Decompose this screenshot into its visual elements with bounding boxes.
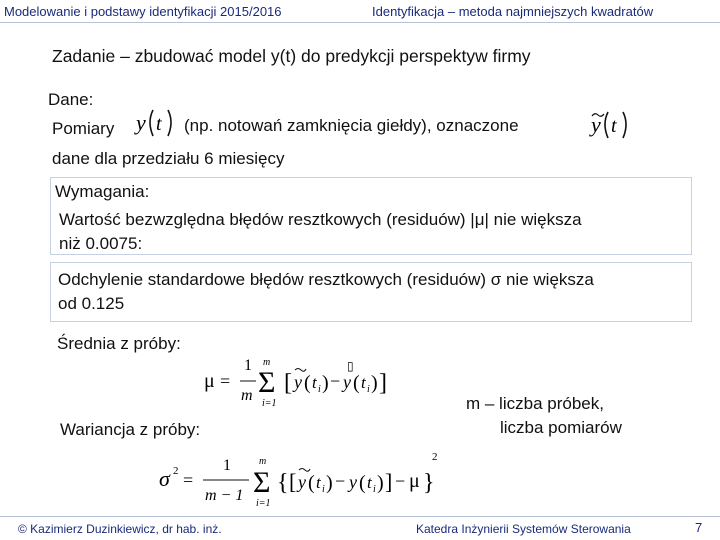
svg-text:): ): [377, 472, 384, 494]
svg-text:m: m: [259, 456, 267, 467]
svg-text:t: t: [316, 473, 321, 492]
dane-przedzial: dane dla przedziału 6 miesięcy: [52, 149, 285, 168]
course-title: Modelowanie i podstawy identyfikacji 2015/2016: [4, 4, 282, 19]
svg-text:1: 1: [223, 457, 231, 474]
svg-text:μ: μ: [409, 470, 420, 492]
svg-text:−: −: [330, 371, 341, 391]
requirement-stddev-line1: Odchylenie standardowe błędów resztkowych (residuów) σ nie większa: [58, 270, 594, 289]
notowania-text: (np. notowań zamknięcia giełdy), oznaczone: [184, 116, 519, 135]
svg-text:y: y: [591, 112, 601, 137]
svg-text:i: i: [322, 484, 325, 495]
svg-text:t: t: [611, 115, 617, 137]
svg-text:y: y: [294, 372, 302, 392]
svg-text:t: t: [156, 113, 162, 135]
footer-divider: [0, 516, 720, 517]
svg-text:σ: σ: [159, 466, 170, 491]
svg-text:y: y: [349, 472, 357, 492]
requirement-mean-line2: niż 0.0075:: [59, 234, 143, 253]
svg-text:m: m: [241, 387, 253, 404]
svg-text:2: 2: [432, 451, 438, 463]
svg-text:y: y: [136, 110, 146, 135]
wymagania-label: Wymagania:: [55, 182, 150, 201]
svg-text:▯: ▯: [347, 359, 354, 373]
svg-text:m: m: [263, 357, 271, 368]
svg-text:i: i: [373, 484, 376, 495]
svg-text:[: [: [284, 370, 292, 396]
svg-text:μ: μ: [204, 370, 215, 392]
svg-text:2: 2: [173, 465, 179, 477]
svg-text:t: t: [367, 473, 372, 492]
svg-text:m − 1: m − 1: [205, 487, 244, 504]
svg-text:(: (: [359, 472, 366, 494]
header-divider: [0, 22, 720, 23]
task-statement: Zadanie – zbudować model y(t) do predykcji perspektyw firmy: [52, 46, 531, 66]
footer-department: Katedra Inżynierii Systemów Sterowania: [416, 522, 631, 536]
svg-text:(: (: [308, 472, 315, 494]
section-title: Identyfikacja – metoda najmniejszych kwadratów: [372, 4, 654, 19]
svg-text:t: t: [361, 373, 366, 392]
svg-text:[: [: [289, 469, 297, 494]
svg-text:}: }: [423, 470, 435, 496]
m-definition-line1: m – liczba próbek,: [466, 394, 604, 413]
svg-text:{: {: [277, 470, 289, 496]
sample-variance-label: Wariancja z próby:: [60, 420, 201, 439]
svg-text:]: ]: [385, 469, 393, 494]
svg-text:y: y: [298, 472, 306, 492]
svg-text:i=1: i=1: [262, 398, 277, 409]
footer-author: © Kazimierz Duzinkiewicz, dr hab. inż.: [18, 522, 222, 536]
sample-mean-label: Średnia z próby:: [57, 334, 181, 353]
pomiary-label: Pomiary: [52, 119, 115, 138]
svg-text:i=1: i=1: [256, 498, 271, 509]
svg-text:): ): [326, 472, 333, 494]
svg-text:(: (: [304, 372, 311, 394]
svg-text:): ): [322, 372, 329, 394]
page-number: 7: [695, 520, 703, 535]
variance-formula: [155, 450, 445, 512]
svg-text:1: 1: [244, 357, 252, 374]
svg-text:−: −: [395, 471, 406, 491]
svg-text:=: =: [183, 470, 194, 490]
svg-text:Σ: Σ: [253, 466, 271, 499]
svg-text:y: y: [343, 372, 351, 392]
svg-text:]: ]: [379, 370, 387, 396]
svg-text:=: =: [220, 371, 231, 391]
svg-text:i: i: [318, 384, 321, 395]
svg-text:−: −: [335, 471, 346, 491]
svg-text:(: (: [353, 372, 360, 394]
y-of-t-formula: [134, 104, 184, 140]
y-tilde-formula: [586, 104, 636, 140]
m-definition-line2: liczba pomiarów: [500, 418, 622, 437]
svg-text:i: i: [367, 384, 370, 395]
svg-text:Σ: Σ: [258, 366, 276, 399]
mean-formula: [200, 352, 400, 412]
dane-label: Dane:: [48, 90, 94, 109]
slide-header: [0, 0, 720, 24]
svg-text:t: t: [312, 373, 317, 392]
svg-text:): ): [371, 372, 378, 394]
requirement-mean-line1: Wartość bezwzględna błędów resztkowych (residuów) |μ| nie większa: [59, 210, 582, 229]
requirement-stddev-line2: od 0.125: [58, 294, 125, 313]
